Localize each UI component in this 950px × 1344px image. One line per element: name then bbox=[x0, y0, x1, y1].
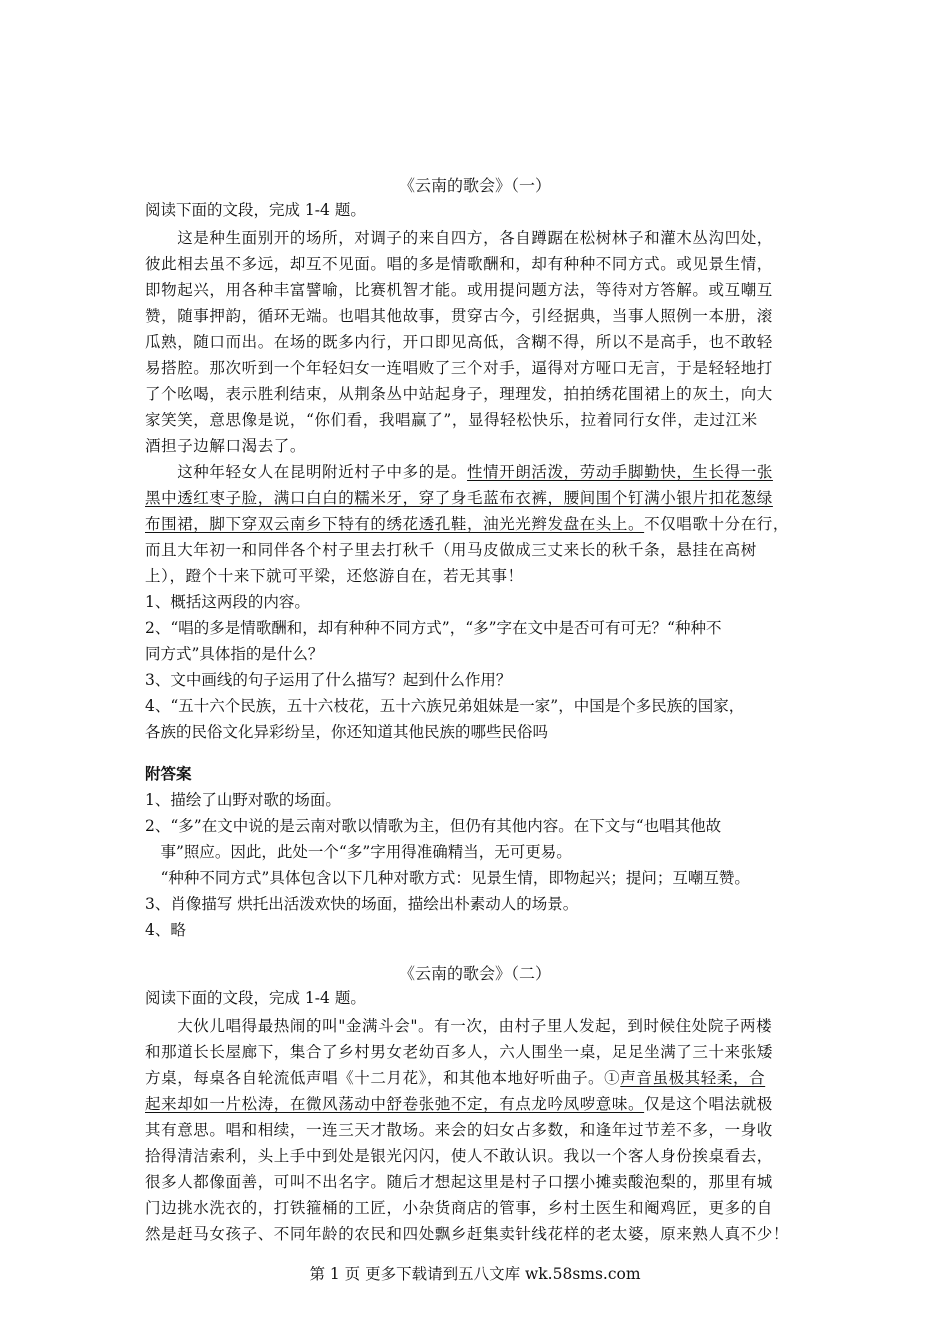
passage-line: 其有意思。唱和相续，一连三天才散场。来会的妇女占多数，和逢年过节差不多，一身收 bbox=[145, 1121, 773, 1139]
answer-line: 2、“多”在文中说的是云南对歌以情歌为主，但仍有其他内容。在下文与“也唱其他故 bbox=[145, 817, 722, 835]
answers-heading: 附答案 bbox=[145, 764, 192, 783]
underlined-sentence: 布围裙，脚下穿双云南乡下特有的绣花透孔鞋，油光光辫发盘在头上。 bbox=[145, 515, 645, 533]
passage-line: 赞，随事押韵，循环无端。也唱其他故事，贯穿古今，引经据典，当事人照例一本册，滚 bbox=[145, 307, 773, 325]
passage-line: 酒担子边解口渴去了。 bbox=[145, 437, 307, 455]
page-footer: 第 1 页 更多下载请到五八文库 wk.58sms.com bbox=[309, 1265, 641, 1283]
passage-line: 和那道长长屋廊下，集合了乡村男女老幼百多人，六人围坐一桌，足足坐满了三十来张矮 bbox=[145, 1043, 773, 1061]
section1-instruction: 阅读下面的文段，完成 1-4 题。 bbox=[145, 201, 366, 219]
passage-text: 方桌，每桌各自轮流低声唱《十二月花》，和其他本地好听曲子。① bbox=[145, 1069, 621, 1087]
question: 2、“唱的多是情歌酬和，却有种种不同方式”，“多”字在文中是否可有可无？“种种不 bbox=[145, 619, 722, 637]
passage-line: 彼此相去虽不多远，却互不见面。唱的多是情歌酬和，却有种种不同方式。或见景生情， bbox=[145, 255, 773, 273]
passage-line: 这是种生面别开的场所，对调子的来自四方，各自蹲踞在松树林子和灌木丛沟凹处， bbox=[145, 229, 773, 247]
question: 4、“五十六个民族，五十六枝花，五十六族兄弟姐妹是一家”，中国是个多民族的国家， bbox=[145, 697, 745, 715]
question: 各族的民俗文化异彩纷呈，你还知道其他民族的哪些民俗吗 bbox=[145, 723, 549, 741]
passage-line: 瓜熟，随口而出。在场的既多内行，开口即见高低，含糊不得，所以不是高手，也不敢轻 bbox=[145, 333, 773, 351]
passage-line: 了个吆喝，表示胜利结束，从荆条丛中站起身子，理理发，拍拍绣花围裙上的灰土，向大 bbox=[145, 385, 773, 403]
underlined-sentence: 黑中透红枣子脸，满口白白的糯米牙，穿了身毛蓝布衣裤，腰间围个钉满小银片扣花葱绿 bbox=[145, 489, 773, 507]
passage-text: 仅是这个唱法就极 bbox=[644, 1095, 773, 1113]
passage-line: 然是赶马女孩子、不同年龄的农民和四处飘乡赶集卖针线花样的老太婆，原来熟人真不少！ bbox=[145, 1225, 790, 1243]
answer-line: 1、描绘了山野对歌的场面。 bbox=[145, 791, 341, 809]
passage-line: 而且大年初一和同伴各个村子里去打秋千（用马皮做成三丈来长的秋千条，悬挂在高树 bbox=[145, 541, 757, 559]
answer-line: 4、略 bbox=[145, 921, 186, 939]
passage-line: 即物起兴，用各种丰富譬喻，比赛机智才能。或用提问题方法，等待对方答解。或互嘲互 bbox=[145, 281, 773, 299]
section1-title: 《云南的歌会》（一） bbox=[398, 176, 551, 195]
passage-line bbox=[145, 1066, 815, 1090]
underlined-sentence: 性情开朗活泼，劳动手脚勤快，生长得一张 bbox=[467, 463, 773, 481]
passage-line: 大伙儿唱得最热闹的叫"金满斗会"。有一次，由村子里人发起，到时候住处院子两楼 bbox=[145, 1017, 773, 1035]
question: 同方式”具体指的是什么？ bbox=[145, 645, 324, 663]
passage-line bbox=[145, 512, 815, 536]
passage-line: 易搭腔。那次听到一个年轻妇女一连唱败了三个对手，逼得对方哑口无言，于是轻轻地打 bbox=[145, 359, 773, 377]
passage-line: 上），蹬个十来下就可平梁，还悠游自在，若无其事！ bbox=[145, 567, 524, 585]
section2-instruction: 阅读下面的文段，完成 1-4 题。 bbox=[145, 989, 366, 1007]
answer-line: 3、肖像描写 烘托出活泼欢快的场面，描绘出朴素动人的场景。 bbox=[145, 895, 579, 913]
passage-line: 家笑笑，意思像是说，“你们看，我唱赢了”，显得轻松快乐，拉着同行女伴，走过江米 bbox=[145, 411, 758, 429]
passage-line bbox=[145, 1092, 815, 1116]
underlined-sentence: 声音虽极其轻柔，合 bbox=[620, 1069, 766, 1087]
underlined-sentence: 起来却如一片松涛，在微风荡动中舒卷张弛不定，有点龙吟凤哕意味。 bbox=[145, 1095, 645, 1113]
passage-line: 门边挑水洗衣的，打铁箍桶的工匠，小杂货商店的管事，乡村土医生和阉鸡匠，更多的自 bbox=[145, 1199, 773, 1217]
passage-line: 拾得清洁索利，头上手中到处是银光闪闪，使人不敢认识。我以一个客人身份挨桌看去， bbox=[145, 1147, 773, 1165]
section2-title: 《云南的歌会》（二） bbox=[398, 964, 551, 983]
passage-line bbox=[145, 460, 815, 484]
passage-line: 很多人都像面善，可叫不出名字。随后才想起这里是村子口摆小摊卖酸泡梨的，那里有城 bbox=[145, 1173, 773, 1191]
passage-text: 不仅唱歌十分在行， bbox=[644, 515, 790, 533]
question: 1、概括这两段的内容。 bbox=[145, 593, 310, 611]
passage-text: 这种年轻女人在昆明附近村子中多的是。 bbox=[145, 463, 468, 481]
answer-line: 事”照应。因此，此处一个“多”字用得准确精当，无可更易。 bbox=[145, 843, 572, 861]
question: 3、文中画线的句子运用了什么描写？起到什么作用？ bbox=[145, 671, 512, 689]
answer-line: “种种不同方式”具体包含以下几种对歌方式：见景生情，即物起兴；提问；互嘲互赞。 bbox=[145, 869, 750, 887]
